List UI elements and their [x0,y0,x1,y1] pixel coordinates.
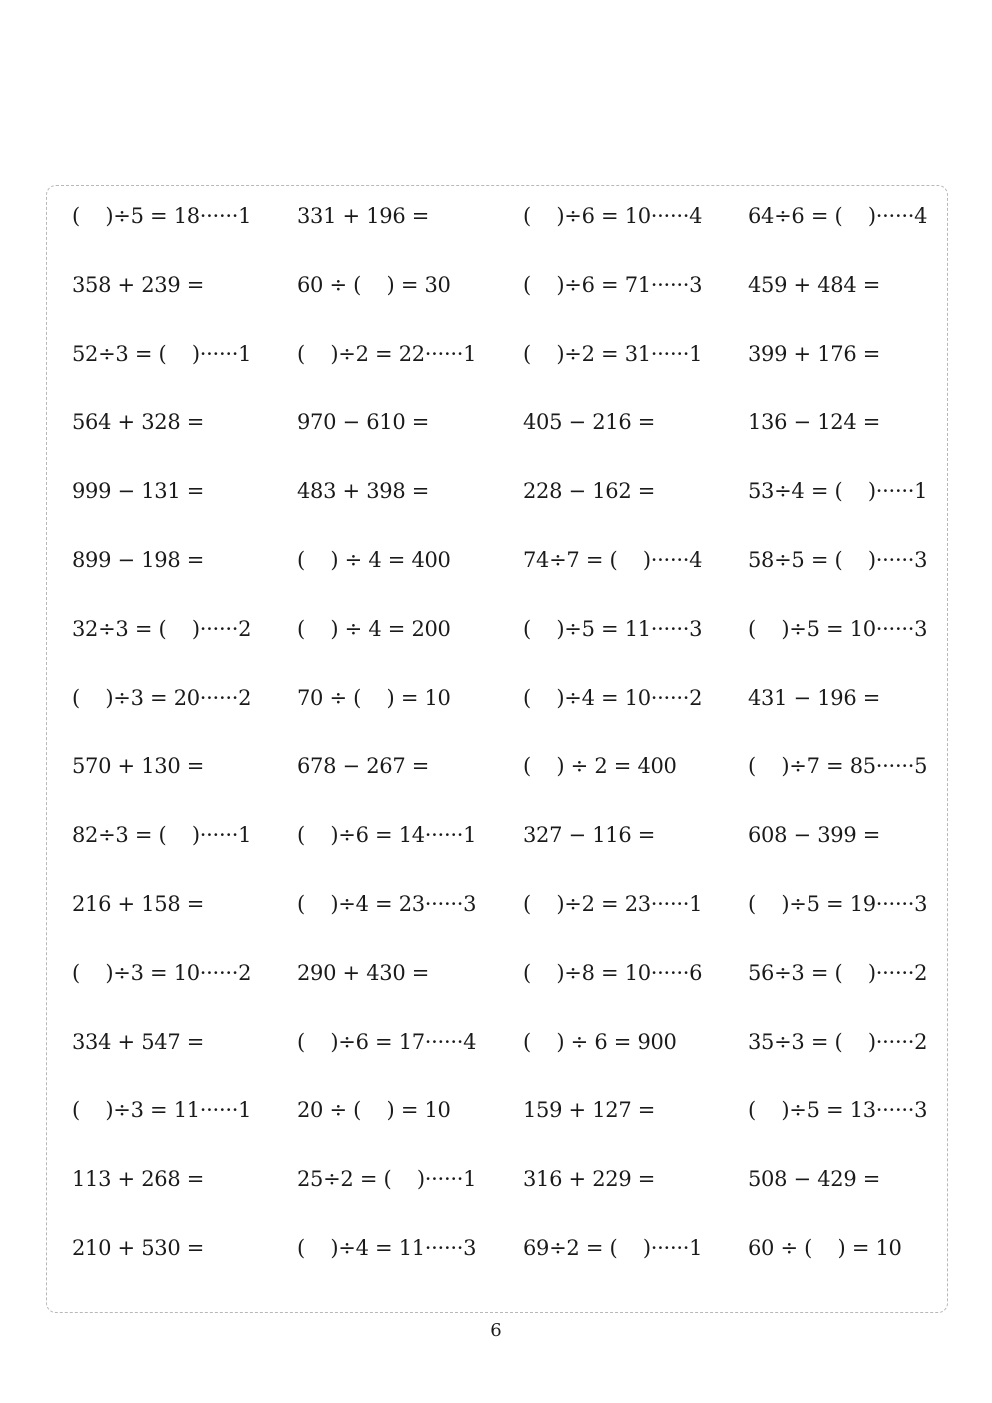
problem-cell: 60 ÷ ( ) = 30 [297,272,451,297]
problem-cell: ( )÷7 = 85······5 [748,754,928,779]
problem-cell: ( ) ÷ 2 = 400 [523,754,677,779]
problem-cell: 136 − 124 = [748,410,881,435]
problem-cell: ( )÷6 = 10······4 [523,204,703,228]
problem-cell: 20 ÷ ( ) = 10 [297,1098,451,1123]
problem-cell: 52÷3 = ( )······1 [72,341,252,366]
problem-cell: ( )÷5 = 13······3 [748,1098,928,1123]
problem-cell: 64÷6 = ( )······4 [748,204,928,228]
problem-cell: 334 + 547 = [72,1029,205,1054]
problem-cell: 405 − 216 = [523,410,656,435]
problem-cell: ( )÷3 = 20······2 [72,685,252,710]
problem-cell: 70 ÷ ( ) = 10 [297,685,451,710]
problem-cell: ( )÷3 = 11······1 [72,1098,252,1123]
problem-cell: 35÷3 = ( )······2 [748,1029,928,1054]
problem-cell: ( )÷4 = 23······3 [297,892,477,916]
problem-cell: 69÷2 = ( )······1 [523,1236,703,1260]
problem-cell: ( )÷6 = 17······4 [297,1029,477,1054]
problem-cell: 564 + 328 = [72,410,205,435]
problem-cell: ( )÷5 = 10······3 [748,616,928,641]
problem-cell: 228 − 162 = [523,479,656,504]
problem-cell: ( )÷4 = 10······2 [523,685,703,710]
problem-cell: ( )÷2 = 22······1 [297,341,477,366]
problem-cell: ( )÷2 = 23······1 [523,892,703,916]
problem-cell: ( )÷8 = 10······6 [523,960,703,985]
problem-cell: 210 + 530 = [72,1236,205,1260]
problem-cell: 678 − 267 = [297,754,430,779]
problem-cell: 970 − 610 = [297,410,430,435]
problem-cell: ( )÷4 = 11······3 [297,1236,477,1260]
problem-cell: 60 ÷ ( ) = 10 [748,1236,902,1260]
problem-cell: ( )÷3 = 10······2 [72,960,252,985]
problem-cell: 82÷3 = ( )······1 [72,823,252,848]
problem-cell: 508 − 429 = [748,1167,881,1192]
problem-cell: 483 + 398 = [297,479,430,504]
problem-cell: ( )÷5 = 18······1 [72,204,252,228]
problem-cell: 159 + 127 = [523,1098,656,1123]
problem-cell: 74÷7 = ( )······4 [523,548,703,572]
problem-cell: 459 + 484 = [748,272,881,297]
problem-cell: ( )÷5 = 19······3 [748,892,928,916]
page-number: 6 [490,1320,502,1341]
problem-cell: 58÷5 = ( )······3 [748,548,928,572]
problem-cell: ( ) ÷ 4 = 200 [297,616,451,641]
problem-cell: 113 + 268 = [72,1167,205,1192]
problem-cell: 570 + 130 = [72,754,205,779]
problem-cell: ( )÷2 = 31······1 [523,341,703,366]
problem-cell: 216 + 158 = [72,892,205,916]
problem-cell: 999 − 131 = [72,479,205,504]
problem-cell: ( )÷5 = 11······3 [523,616,703,641]
problem-cell: 358 + 239 = [72,272,205,297]
problem-cell: 899 − 198 = [72,548,205,572]
problem-cell: 53÷4 = ( )······1 [748,479,928,504]
problem-cell: ( ) ÷ 6 = 900 [523,1029,677,1054]
problem-cell: 608 − 399 = [748,823,881,848]
problem-cell: ( )÷6 = 14······1 [297,823,477,848]
problem-cell: 32÷3 = ( )······2 [72,616,252,641]
problem-cell: ( )÷6 = 71······3 [523,272,703,297]
problem-cell: 399 + 176 = [748,341,881,366]
problem-cell: 431 − 196 = [748,685,881,710]
problem-cell: 290 + 430 = [297,960,430,985]
problem-cell: 316 + 229 = [523,1167,656,1192]
problem-cell: 327 − 116 = [523,823,656,848]
problem-cell: 25÷2 = ( )······1 [297,1167,477,1192]
problem-cell: 56÷3 = ( )······2 [748,960,928,985]
problem-cell: ( ) ÷ 4 = 400 [297,548,451,572]
problem-cell: 331 + 196 = [297,204,430,228]
